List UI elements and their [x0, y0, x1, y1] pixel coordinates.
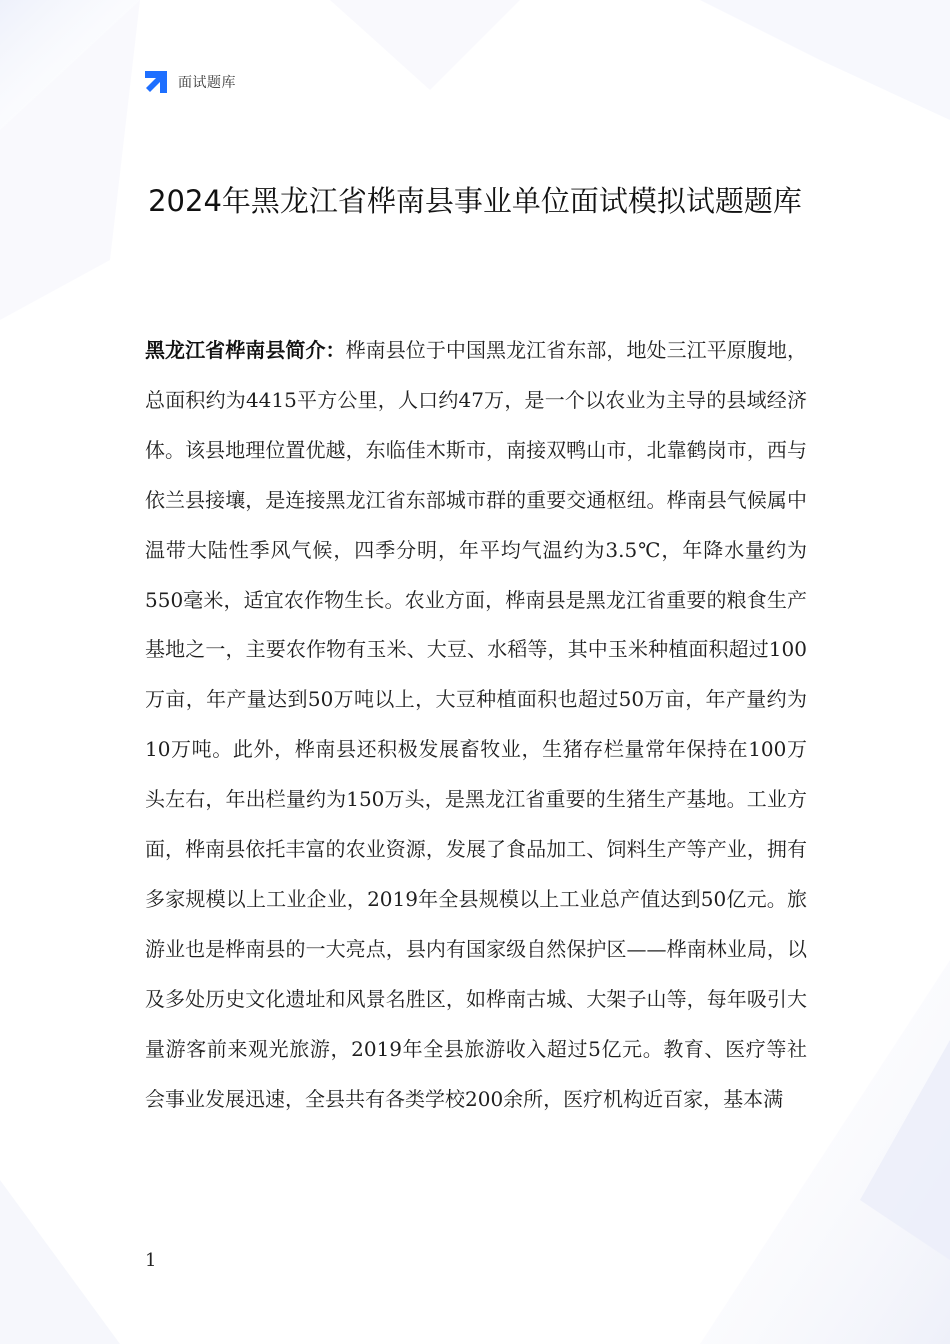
body-paragraph: 桦南县位于中国黑龙江省东部，地处三江平原腹地，总面积约为4415平方公里，人口约47万，是一个以农业为主导的县域经济体。该县地理位置优越，东临佳木斯市，南接双鸭山市，北靠鹤岗市，西与依兰县接壤，是连接黑龙江省东部城市群的重要交通枢纽。桦南县气候属中温带大陆性季风气候，四季分明，年平均气温约为3.5℃，年降水量约为550毫米，适宜农作物生长。农业方面，桦南县是黑龙江省重要的粮食生产基地之一，主要农作物有玉米、大豆、水稻等，其中玉米种植面积超过100万亩，年产量达到50万吨以上，大豆种植面积也超过50万亩，年产量约为10万吨。此外，桦南县还积极发展畜牧业，生猪存栏量常年保持在100万头左右，年出栏量约为150万头，是黑龙江省重要的生猪生产基地。工业方面，桦南县依托丰富的农业资源，发展了食品加工、饲料生产等产业，拥有多家规模以上工业企业，2019年全县规模以上工业总产值达到50亿元。旅游业也是桦南县的一大亮点，县内有国家级自然保护区——桦南林业局，以及多处历史文化遗址和风景名胜区，如桦南古城、大架子山等，每年吸引大量游客前来观光旅游，2019年全县旅游收入超过5亿元。教育、医疗等社会事业发展迅速，全县共有各类学校200余所，医疗机构近百家，基本满: [145, 338, 807, 1111]
page-number: 1: [145, 1250, 157, 1271]
document-title: 2024年黑龙江省桦南县事业单位面试模拟试题题库: [148, 184, 802, 218]
arrow-up-right-icon: [143, 69, 169, 95]
brand-name: 面试题库: [178, 75, 236, 91]
page-header: [143, 68, 236, 96]
lead-label: 黑龙江省桦南县简介：: [145, 338, 346, 362]
top-facet: [330, 0, 520, 90]
document-body: [145, 326, 807, 1125]
corner-facet-bottom-left: [0, 1180, 120, 1344]
corner-facet-top-right: [700, 0, 950, 120]
